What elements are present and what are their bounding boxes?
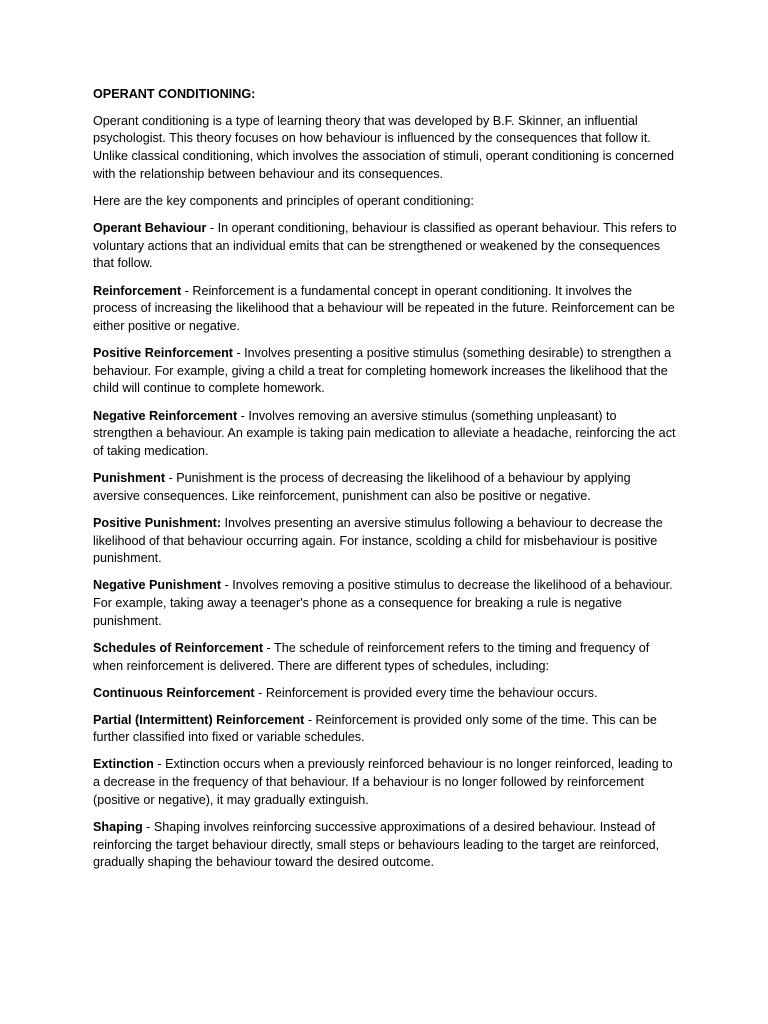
section-punishment — [93, 470, 678, 505]
section-text: - Reinforcement is a fundamental concept in operant conditioning. It involves the process of increasing the likelihood that a behaviour will be repeated in the future. Reinforcement can be either positive or negative. — [93, 283, 675, 333]
document-body — [93, 86, 678, 881]
section-term: Positive Punishment: — [93, 515, 222, 530]
section-operant-behaviour — [93, 220, 678, 273]
section-term: Negative Punishment — [93, 578, 222, 593]
section-term: Shaping — [93, 819, 143, 834]
section-term: Negative Reinforcement — [93, 408, 238, 423]
section-continuous-reinforcement — [93, 685, 678, 703]
section-positive-punishment — [93, 515, 678, 568]
section-text: Involves presenting an aversive stimulus following a behaviour to decrease the likelihood of that behaviour occurring again. For instance, scolding a child for misbehaviour is positive punishment. — [93, 515, 663, 566]
section-shaping — [93, 819, 678, 872]
section-text: - Punishment is the process of decreasing the likelihood of a behaviour by applying aversive consequences. Like reinforcement, punishment can also be positive or negative. — [93, 471, 631, 503]
section-text: - Reinforcement is provided every time the behaviour occurs. — [254, 685, 598, 700]
section-term: Positive Reinforcement — [93, 346, 233, 360]
lead-in-paragraph: Here are the key components and principles of operant conditioning: — [93, 193, 474, 208]
section-schedules-of-reinforcement — [93, 640, 678, 675]
section-term: Extinction — [93, 757, 154, 772]
section-text: - Involves removing a positive stimulus to decrease the likelihood of a behaviour. For example, taking away a teenager's phone as a consequence for breaking a rule is negative punishment. — [93, 578, 673, 628]
section-text: - Involves removing an aversive stimulus (something unpleasant) to strengthen a behaviour. An example is taking pain medication to alleviate a headache, reinforcing the act of taking medication. — [93, 408, 676, 458]
section-term: Partial (Intermittent) Reinforcement — [93, 712, 305, 727]
section-text: - The schedule of reinforcement refers to the timing and frequency of when reinforcement is delivered. There are different types of schedules, including: — [93, 640, 650, 673]
section-extinction — [93, 756, 678, 809]
section-reinforcement — [93, 283, 678, 336]
section-text: - Involves presenting a positive stimulus (something desirable) to strengthen a behaviour. For example, giving a child a treat for completing homework increases the likelihood that the child will continue to complete homework. — [93, 346, 672, 396]
section-partial-reinforcement — [93, 712, 678, 747]
section-negative-reinforcement — [93, 408, 678, 461]
section-text: - In operant conditioning, behaviour is classified as operant behaviour. This refers to voluntary actions that an individual emits that can be strengthened or weakened by the consequences that follow. — [93, 221, 677, 271]
section-term: Punishment — [93, 471, 166, 485]
section-term: Schedules of Reinforcement — [93, 640, 264, 655]
section-term: Reinforcement — [93, 283, 182, 298]
intro-paragraph: Operant conditioning is a type of learning theory that was developed by B.F. Skinner, an influential psychologist. This theory focuses on how behaviour is influenced by the consequences that follow it. Unlike classical conditioning, which involves the association of stimuli, operant conditioning is concerned with the relationship between behaviour and its consequences. — [93, 113, 675, 181]
section-term: Operant Behaviour — [93, 221, 207, 235]
document-title: OPERANT CONDITIONING: — [93, 87, 256, 101]
section-positive-reinforcement — [93, 345, 678, 398]
section-text: - Reinforcement is provided only some of the time. This can be further classified into fixed or variable schedules. — [93, 712, 657, 745]
section-text: - Shaping involves reinforcing successive approximations of a desired behaviour. Instead of reinforcing the target behaviour directly, small steps or behaviours leading to the target are reinforced, gradually shaping the behaviour toward the desired outcome. — [93, 819, 660, 870]
section-text: - Extinction occurs when a previously reinforced behaviour is no longer reinforced, leading to a decrease in the frequency of that behaviour. If a behaviour is no longer followed by reinforcement (positive or negative), it may gradually extinguish. — [93, 757, 673, 807]
section-term: Continuous Reinforcement — [93, 685, 255, 700]
section-negative-punishment — [93, 577, 678, 630]
